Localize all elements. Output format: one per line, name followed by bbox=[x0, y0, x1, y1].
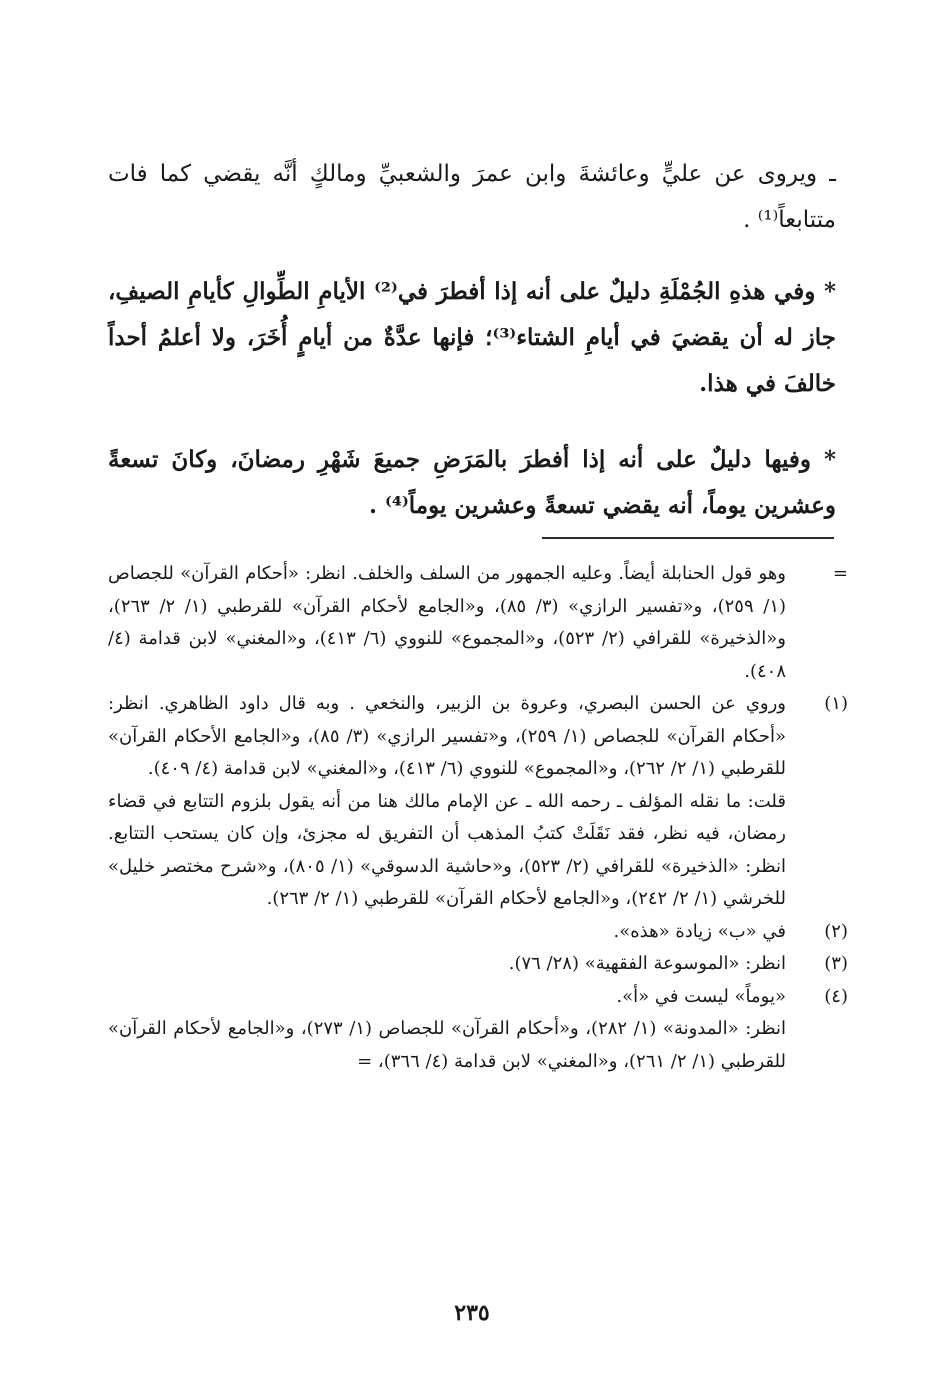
footnote-2-text: في «ب» زيادة «هذه». bbox=[613, 920, 786, 942]
footnote-3-text: انظر: «الموسوعة الفقهية» (٢٨/ ٧٦). bbox=[508, 953, 786, 974]
footnote-2 bbox=[108, 916, 848, 949]
footnote-1-text: وروي عن الحسن البصري، وعروة بن الزبير، والنخعي . وبه قال داود الظاهري. انظر: «أحكام القرآن» للجصاص (١/ ٢٥٩)، و«تفسير الرازي» (٣/ ٨٥)، و«الجامع الأحكام القرآن» للقرطبي (١/ ٢/ ٢٦٢)، و«المجموع» للنووي (٦/ ٤١٣)، و«المغني» لابن قدامة (٤/ ٤٠٩). bbox=[108, 693, 786, 779]
footnote-3-number: (٣) bbox=[824, 953, 848, 974]
footnote-3 bbox=[108, 948, 848, 981]
footnote-4-number: (٤) bbox=[824, 985, 848, 1007]
footnote-4 bbox=[108, 981, 848, 1014]
footnote-1-comment: قلت: ما نقله المؤلف ـ رحمه الله ـ عن الإمام مالك هنا من أنه يقول بلزوم التتابع في قضاء رمضان، فيه نظر، فقد نَقَلَتْ كتبُ المذهب أن التفريق له مجزئ، وإن كان يستحب التتابع. انظر: «الذخيرة» للقرافي (٢/ ٥٢٣)، و«حاشية الدسوقي» (١/ ٨٠٥)، و«شرح مختصر خليل» للخرشي (١/ ٢/ ٢٤٢)، و«الجامع لأحكام القرآن» للقرطبي (١/ ٢/ ٢٦٣). bbox=[108, 790, 786, 909]
main-paragraph-3: * وفيها دليلٌ على أنه إذا أفطرَ بالمَرَضِ جميعَ شَهْرِ رمضانَ، وكانَ تسعةً وعشرين يوماً، أنه يقضي تسعةً وعشرين يوماً⁽⁴⁾ . bbox=[108, 446, 836, 519]
page-number: ٢٣٥ bbox=[454, 1300, 490, 1326]
footnotes-section bbox=[108, 558, 848, 1078]
continuation-marker: = bbox=[832, 563, 848, 584]
footnote-1-number: (١) bbox=[824, 693, 848, 714]
main-paragraph-1: ـ ويروى عن عليٍّ وعائشةَ وابن عمرَ والشعبيِّ ومالكٍ أنَّه يقضي كما فات متتابعاً⁽¹⁾ . bbox=[108, 161, 836, 233]
footnote-4-comment: انظر: «المدونة» (١/ ٢٨٢)، و«أحكام القرآن» للجصاص (١/ ٢٧٣)، و«الجامع لأحكام القرآن» للقرطبي (١/ ٢/ ٢٦١)، و«المغني» لابن قدامة (٤/ ٣٦٦)، = bbox=[108, 1018, 786, 1072]
footnote-2-number: (٢) bbox=[824, 920, 848, 942]
footnote-continuation bbox=[108, 558, 848, 688]
footnote-1 bbox=[108, 688, 848, 786]
continuation-text: وهو قول الحنابلة أيضاً. وعليه الجمهور من السلف والخلف. انظر: «أحكام القرآن» للجصاص (١/ ٢٥٩)، و«تفسير الرازي» (٣/ ٨٥)، و«الجامع لأحكام القرآن» للقرطبي (١/ ٢/ ٢٦٣)، و«الذخيرة» للقرافي (٢/ ٥٢٣)، و«المجموع» للنووي (٦/ ٤١٣)، و«المغني» لابن قدامة (٤/ ٤٠٨). bbox=[108, 563, 787, 682]
footnote-separator bbox=[542, 537, 834, 539]
footnote-4-text: «يوماً» ليست في «أ». bbox=[616, 985, 786, 1007]
main-paragraph-2: * وفي هذهِ الجُمْلَةِ دليلٌ على أنه إذا أفطرَ في⁽²⁾ الأيامِ الطِّوالِ كأيامِ الصيفِ، جاز له أن يقضيَ في أيامِ الشتاء⁽³⁾؛ فإنها عدَّةٌ من أيامٍ أُخَرَ، ولا أعلمُ أحداً خالفَ في هذا. bbox=[108, 278, 837, 397]
